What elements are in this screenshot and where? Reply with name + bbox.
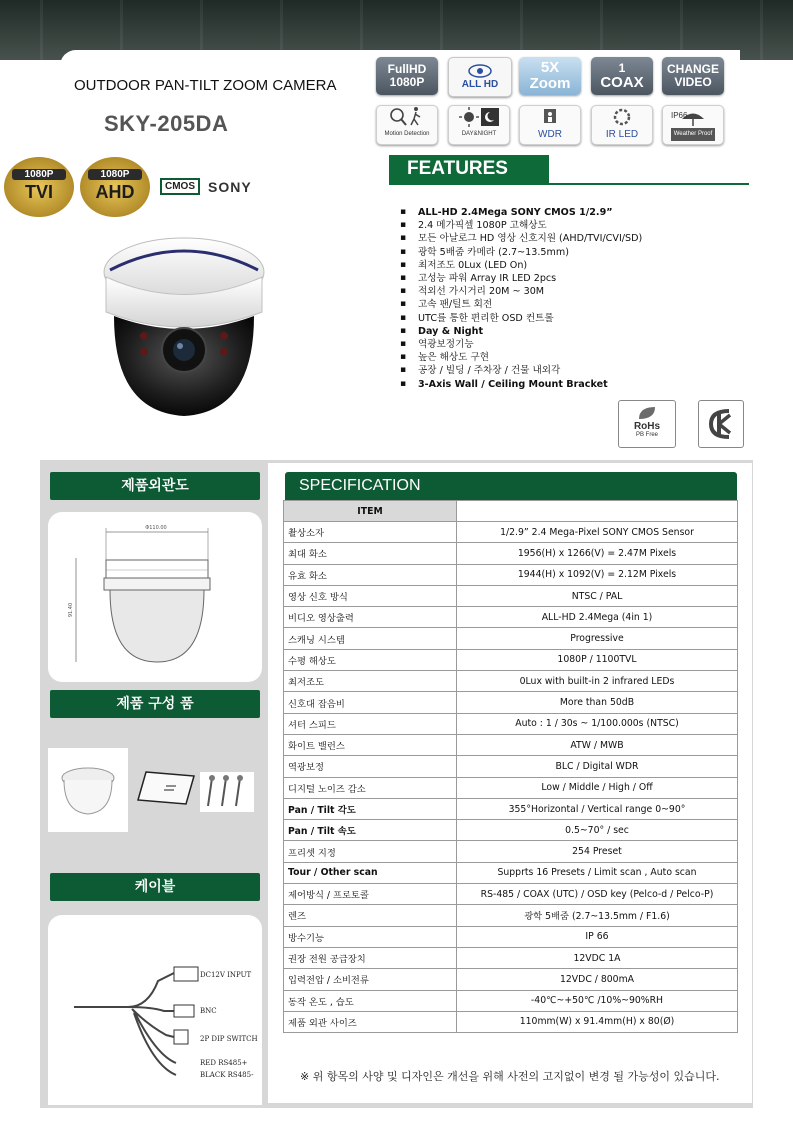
- spec-value: 254 Preset: [457, 841, 738, 862]
- motion-detection-label: Motion Detection: [384, 131, 430, 137]
- spec-key: 수평 해상도: [284, 649, 457, 670]
- exterior-heading: 제품외관도: [50, 472, 260, 500]
- fullhd-badge-line1: FullHD: [387, 62, 427, 76]
- spec-value: 12VDC 1A: [457, 947, 738, 968]
- weather-proof-badge: [662, 105, 724, 145]
- spec-row: [284, 841, 738, 862]
- wdr-badge: [519, 105, 581, 145]
- component-camera-image: [48, 748, 128, 832]
- spec-key: 신호대 잡음비: [284, 692, 457, 713]
- tvi-seal-std: TVI: [24, 182, 53, 202]
- components-heading: 제품 구성 품: [50, 690, 260, 718]
- spec-value: 1944(H) x 1092(V) = 2.12M Pixels: [457, 564, 738, 585]
- screws-image: [200, 772, 254, 812]
- tvi-seal-res: 1080P: [12, 169, 66, 180]
- ahd-seal: [80, 157, 150, 217]
- zoom-badge: [519, 57, 581, 95]
- spec-row: [284, 990, 738, 1011]
- day-night-label: DAY&NIGHT: [461, 131, 497, 137]
- spec-row: [284, 884, 738, 905]
- spec-key: 권장 전원 공급장치: [284, 947, 457, 968]
- spec-value: ATW / MWB: [457, 734, 738, 755]
- cable-label-black: BLACK RS485-: [200, 1071, 254, 1079]
- disclaimer-note: ※ 위 항목의 사양 및 디자인은 개선을 위해 사전의 고지없이 변경 될 가능성이 있습니다.: [300, 1070, 720, 1083]
- spec-row: [284, 543, 738, 564]
- coax-badge-line1: 1: [618, 60, 626, 75]
- day-night-badge: [448, 105, 510, 145]
- spec-key: 최저조도: [284, 671, 457, 692]
- eye-icon: [468, 64, 492, 78]
- weather-proof-label: Weather Proof: [671, 128, 716, 141]
- feature-item: ▪ 2.4 메가픽셀 1080P 고해상도: [398, 219, 642, 232]
- spec-value: 355°Horizontal / Vertical range 0~90°: [457, 798, 738, 819]
- cable-label-dc: DC12V INPUT: [200, 971, 252, 979]
- feature-item: ▪ 광학 5배줌 카메라 (2.7~13.5mm): [398, 246, 642, 259]
- product-type: OUTDOOR PAN-TILT ZOOM CAMERA: [74, 77, 337, 94]
- features-heading: FEATURES: [389, 155, 549, 183]
- rohs-logo: [618, 400, 676, 448]
- spec-row: [284, 671, 738, 692]
- coax-badge-line2: COAX: [600, 73, 644, 91]
- spec-value: -40℃~+50℃ /10%~90%RH: [457, 990, 738, 1011]
- spec-row: [284, 969, 738, 990]
- spec-key: 유효 화소: [284, 564, 457, 585]
- spec-key: 프리셋 지정: [284, 841, 457, 862]
- spec-row: [284, 564, 738, 585]
- spec-row: [284, 713, 738, 734]
- spec-row: [284, 862, 738, 883]
- spec-value: NTSC / PAL: [457, 585, 738, 606]
- feature-item: ▪ 3-Axis Wall / Ceiling Mount Bracket: [398, 378, 642, 391]
- cmos-mark: CMOS: [160, 178, 200, 195]
- spec-key: 촬상소자: [284, 522, 457, 543]
- feature-item: ▪ 공장 / 빌딩 / 주차장 / 건물 내외각: [398, 364, 642, 377]
- dim-width-text: Φ110.00: [145, 525, 167, 531]
- feature-item: ▪ 모든 아날로그 HD 영상 신호지원 (AHD/TVI/CVI/SD): [398, 232, 642, 245]
- spec-key: 영상 신호 방식: [284, 585, 457, 606]
- spec-key: 렌즈: [284, 905, 457, 926]
- fullhd-badge-line2: 1080P: [389, 75, 425, 89]
- spec-row: [284, 734, 738, 755]
- motion-detection-icon: [387, 106, 427, 128]
- allhd-badge: [448, 57, 512, 97]
- ir-led-label: IR LED: [605, 129, 639, 140]
- camera-product-image: [100, 232, 270, 420]
- spec-value: 광학 5배줌 (2.7~13.5mm / F1.6): [457, 905, 738, 926]
- spec-row: [284, 820, 738, 841]
- spec-row: [284, 947, 738, 968]
- spec-header-row: [284, 501, 738, 522]
- dimension-drawing: [48, 512, 262, 682]
- spec-value: Low / Middle / High / Off: [457, 777, 738, 798]
- specification-table: [283, 500, 738, 1033]
- coax-badge: [591, 57, 653, 95]
- ahd-seal-std: AHD: [95, 182, 135, 202]
- spec-value: RS-485 / COAX (UTC) / OSD key (Pelco-d / Pelco-P): [457, 884, 738, 905]
- spec-key: 제어방식 / 프로토콜: [284, 884, 457, 905]
- change-video-badge-line2: VIDEO: [674, 75, 712, 89]
- exterior-drawing-card: [48, 512, 262, 682]
- feature-item: ▪ 고성능 파워 Array IR LED 2pcs: [398, 272, 642, 285]
- ir-led-badge: [591, 105, 653, 145]
- kc-mark: [698, 400, 744, 448]
- spec-key: 화이트 밸런스: [284, 734, 457, 755]
- feature-item: ▪ UTC를 통한 편리한 OSD 컨트롤: [398, 312, 642, 325]
- spec-key: Pan / Tilt 각도: [284, 798, 457, 819]
- wdr-label: WDR: [538, 129, 562, 140]
- cable-label-bnc: BNC: [200, 1007, 217, 1015]
- spec-value: IP 66: [457, 926, 738, 947]
- spec-value: 110mm(W) x 91.4mm(H) x 80(Ø): [457, 1011, 738, 1032]
- spec-key: Tour / Other scan: [284, 862, 457, 883]
- model-name: SKY-205DA: [104, 111, 229, 136]
- sony-cmos-logo: [160, 178, 252, 195]
- spec-row: [284, 607, 738, 628]
- spec-row: [284, 926, 738, 947]
- spec-row: [284, 756, 738, 777]
- feature-item: ▪ 높은 해상도 구현: [398, 351, 642, 364]
- feature-item: ▪ 적외선 가시거리 20M ~ 30M: [398, 285, 642, 298]
- spec-row: [284, 649, 738, 670]
- tvi-seal: [4, 157, 74, 217]
- spec-key: 비디오 영상출력: [284, 607, 457, 628]
- spec-row: [284, 798, 738, 819]
- spec-row: [284, 522, 738, 543]
- fullhd-badge: [376, 57, 438, 95]
- spec-key: 디지털 노이즈 감소: [284, 777, 457, 798]
- spec-value: BLC / Digital WDR: [457, 756, 738, 777]
- sony-mark: SONY: [208, 178, 252, 195]
- wdr-icon: [535, 108, 565, 128]
- spec-value: Auto : 1 / 30s ~ 1/100.000s (NTSC): [457, 713, 738, 734]
- spec-key: 셔터 스피드: [284, 713, 457, 734]
- kc-icon: [699, 401, 743, 447]
- cable-diagram-card: [48, 915, 262, 1105]
- spec-header-item: ITEM: [284, 501, 457, 522]
- change-video-badge-line1: CHANGE: [666, 62, 719, 76]
- feature-item: ▪ Day & Night: [398, 325, 642, 338]
- allhd-badge-label: ALL HD: [461, 78, 499, 90]
- spec-key: 방수기능: [284, 926, 457, 947]
- ir-led-icon: [610, 106, 634, 128]
- rohs-text: RoHs: [633, 421, 661, 432]
- specification-heading: SPECIFICATION: [285, 472, 737, 500]
- motion-detection-badge: [376, 105, 438, 145]
- spec-key: 제품 외관 사이즈: [284, 1011, 457, 1032]
- spec-value: 1956(H) x 1266(V) = 2.47M Pixels: [457, 543, 738, 564]
- cable-diagram: [48, 915, 262, 1105]
- manual-image: [136, 770, 198, 806]
- spec-key: 스캐닝 시스템: [284, 628, 457, 649]
- spec-key: 역광보정: [284, 756, 457, 777]
- spec-key: Pan / Tilt 속도: [284, 820, 457, 841]
- spec-value: 0Lux with built-in 2 infrared LEDs: [457, 671, 738, 692]
- dim-height-text: 91.40: [68, 602, 74, 618]
- spec-value: 12VDC / 800mA: [457, 969, 738, 990]
- screws-icon: [200, 772, 254, 812]
- ahd-seal-res: 1080P: [88, 169, 142, 180]
- spec-key: 최대 화소: [284, 543, 457, 564]
- feature-item: ▪ 고속 팬/틸트 회전: [398, 298, 642, 311]
- spec-header-value: [457, 501, 738, 522]
- spec-value: 1080P / 1100TVL: [457, 649, 738, 670]
- spec-row: [284, 585, 738, 606]
- feature-item: ▪ 역광보정기능: [398, 338, 642, 351]
- spec-value: Progressive: [457, 628, 738, 649]
- spec-row: [284, 692, 738, 713]
- zoom-badge-line2: Zoom: [529, 75, 571, 92]
- spec-row: [284, 905, 738, 926]
- spec-value: More than 50dB: [457, 692, 738, 713]
- rohs-pbfree: PB Free: [635, 432, 658, 438]
- leaf-icon: [635, 405, 659, 421]
- spec-key: 동작 온도 , 습도: [284, 990, 457, 1011]
- ip66-label: IP66: [671, 111, 688, 120]
- zoom-badge-line1: 5X: [540, 59, 560, 76]
- spec-row: [284, 777, 738, 798]
- feature-item: ▪ ALL-HD 2.4Mega SONY CMOS 1/2.9”: [398, 206, 642, 219]
- spec-value: Supprts 16 Presets / Limit scan , Auto scan: [457, 862, 738, 883]
- spec-value: 1/2.9” 2.4 Mega-Pixel SONY CMOS Sensor: [457, 522, 738, 543]
- cable-heading: 케이블: [50, 873, 260, 901]
- feature-item: ▪ 최저조도 0Lux (LED On): [398, 259, 642, 272]
- features-list: [398, 206, 642, 391]
- cable-label-red: RED RS485+: [200, 1059, 248, 1067]
- camera-thumbnail: [48, 748, 128, 832]
- spec-value: ALL-HD 2.4Mega (4in 1): [457, 607, 738, 628]
- spec-value: 0.5~70° / sec: [457, 820, 738, 841]
- spec-key: 입력전압 / 소비전류: [284, 969, 457, 990]
- spec-row: [284, 628, 738, 649]
- spec-row: [284, 1011, 738, 1032]
- features-rule: [389, 183, 749, 185]
- sun-moon-icon: [457, 106, 501, 128]
- cable-label-dip: 2P DIP SWITCH: [200, 1035, 258, 1043]
- change-video-badge: [662, 57, 724, 95]
